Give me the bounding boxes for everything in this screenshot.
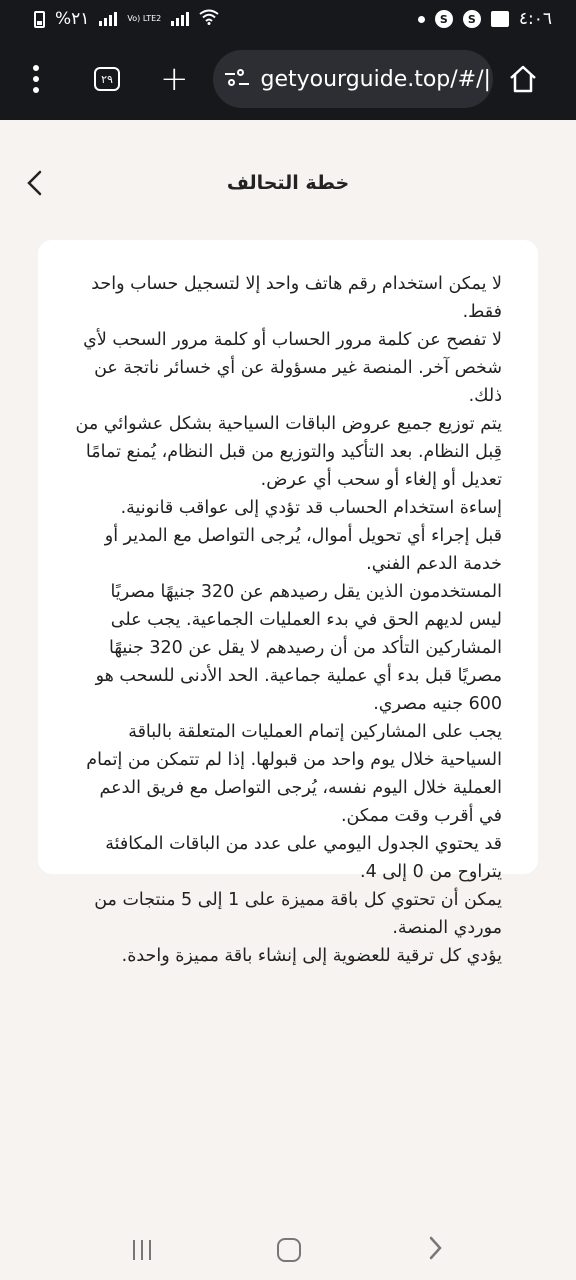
rule-item: إساءة استخدام الحساب قد تؤدي إلى عواقب قانونية. <box>120 498 502 518</box>
clock: ٤:٠٦ <box>518 9 552 29</box>
rule-item: المستخدمون الذين يقل رصيدهم عن 320 جنيهًا مصريًا ليس لديهم الحق في بدء العمليات الجماعية. يجب على المشاركين التأكد من أن رصيدهم لا يقل عن 320 جنيهًا مصريًا قبل بدء أي عملية جماعية. الحد الأدنى للسحب هو 600 جنيه مصري. <box>95 582 502 714</box>
rule-item: يتم توزيع جميع عروض الباقات السياحية بشكل عشوائي من قِبل النظام. بعد التأكيد والتوزيع من قبل النظام، يُمنع تمامًا تعديل أو إلغاء أو سحب أي عرض. <box>75 414 502 490</box>
rule-item: لا تفصح عن كلمة مرور الحساب أو كلمة مرور السحب لأي شخص آخر. المنصة غير مسؤولة عن أي خسائر ناتجة عن ذلك. <box>83 330 502 406</box>
back-nav-icon[interactable] <box>427 1235 443 1265</box>
notification-s-icon: S <box>435 10 453 28</box>
gallery-icon <box>491 11 509 27</box>
tabs-button[interactable] <box>94 67 120 91</box>
rule-item: يجب على المشاركين إتمام العمليات المتعلقة بالباقة السياحية خلال يوم واحد من قبولها. إذا لم تتمكن من إتمام العملية خلال اليوم نفسه، يُرجى التواصل مع فريق الدعم في أقرب وقت ممكن. <box>86 722 502 826</box>
home-icon[interactable] <box>507 64 539 94</box>
rule-item: قبل إجراء أي تحويل أموال، يُرجى التواصل مع المدير أو خدمة الدعم الفني. <box>104 526 502 574</box>
rules-text <box>74 270 502 970</box>
status-left <box>34 9 219 29</box>
system-nav-bar <box>0 1220 576 1280</box>
url-text: getyourguide.top/#/| <box>260 66 491 92</box>
battery-icon <box>34 11 45 28</box>
status-right <box>418 9 552 29</box>
tab-count: ٢٩ <box>101 72 113 86</box>
rule-item: لا يمكن استخدام رقم هاتف واحد إلا لتسجيل حساب واحد فقط. <box>91 274 502 322</box>
rule-item: يمكن أن تحتوي كل باقة مميزة على 1 إلى 5 منتجات من موردي المنصة. <box>94 890 502 938</box>
wifi-icon <box>199 9 219 29</box>
page-title: خطة التحالف <box>226 172 350 194</box>
battery-percent: %٢١ <box>55 9 90 29</box>
rules-card <box>38 240 538 966</box>
notification-s-icon-2: S <box>463 10 481 28</box>
status-bar <box>0 0 576 38</box>
signal-icon <box>99 12 117 26</box>
signal-icon-2 <box>171 12 189 26</box>
kebab-menu-icon[interactable] <box>24 65 48 93</box>
rule-item: يؤدي كل ترقية للعضوية إلى إنشاء باقة مميزة واحدة. <box>121 946 502 966</box>
network-type-label: Vo) LTE2 <box>127 14 162 23</box>
page-content <box>0 120 576 1220</box>
recents-icon[interactable] <box>133 1240 151 1260</box>
new-tab-button[interactable]: + <box>160 59 189 99</box>
address-bar[interactable] <box>213 50 493 108</box>
browser-toolbar <box>0 38 576 120</box>
home-button-icon[interactable] <box>277 1238 301 1262</box>
notification-dot-icon <box>418 16 425 23</box>
site-settings-icon[interactable] <box>225 69 249 89</box>
rule-item: قد يحتوي الجدول اليومي على عدد من الباقات المكافئة يتراوح من 0 إلى 4. <box>105 834 502 882</box>
